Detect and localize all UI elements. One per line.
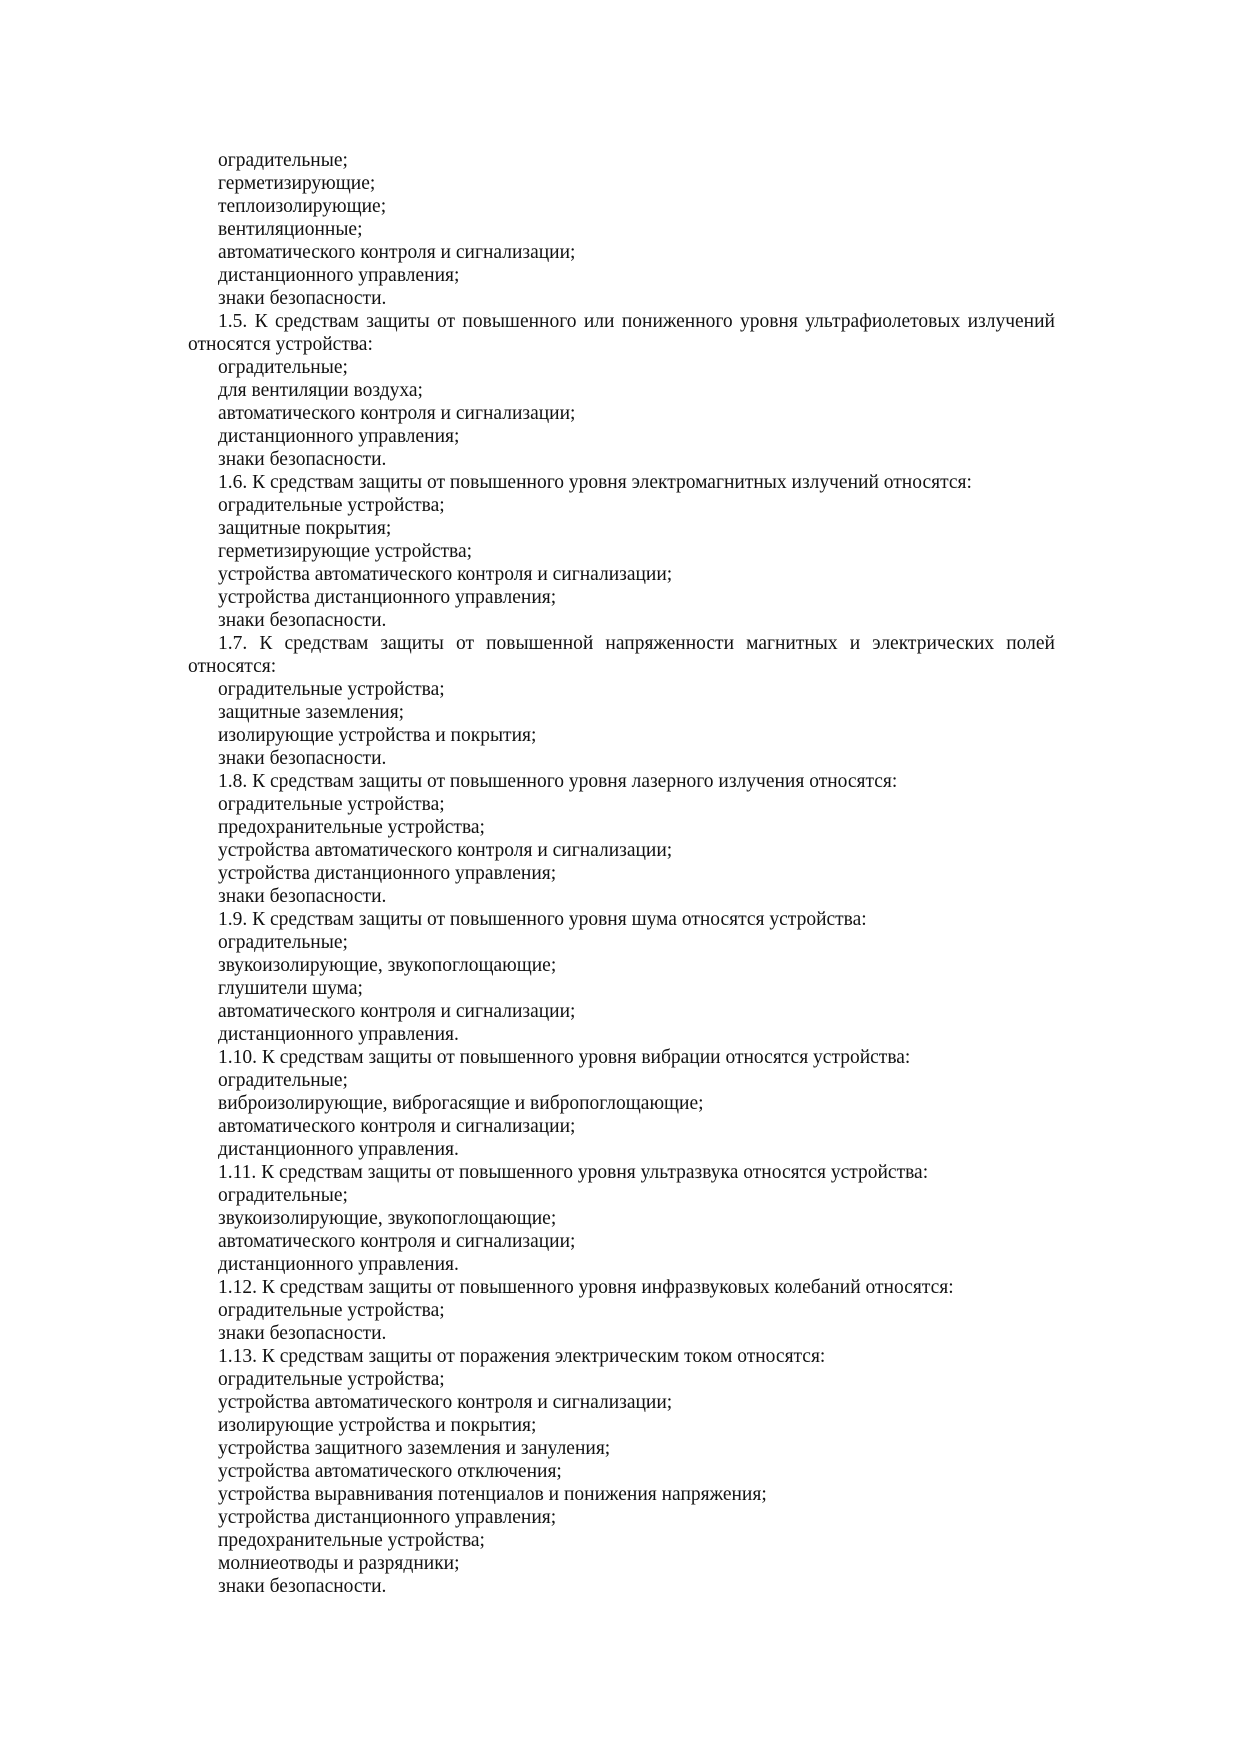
text-line: автоматического контроля и сигнализации; xyxy=(218,1116,576,1137)
text-line: знаки безопасности. xyxy=(218,748,387,769)
text-line: оградительные; xyxy=(218,932,348,953)
text-line: дистанционного управления. xyxy=(218,1254,459,1275)
text-line: дистанционного управления. xyxy=(218,1139,459,1160)
text-line: устройства автоматического отключения; xyxy=(218,1461,562,1482)
text-line: защитные покрытия; xyxy=(218,518,392,539)
text-line: оградительные; xyxy=(218,357,348,378)
text-line: устройства дистанционного управления; xyxy=(218,863,557,884)
text-line: оградительные устройства; xyxy=(218,679,445,700)
text-line: знаки безопасности. xyxy=(218,1576,387,1597)
text-line: оградительные устройства; xyxy=(218,495,445,516)
paragraph-heading: 1.5. К средствам защиты от повышенного или пониженного уровня ультрафиолетовых излучений относятся устройства: xyxy=(188,311,1055,355)
text-line: знаки безопасности. xyxy=(218,1323,387,1344)
text-line: устройства выравнивания потенциалов и понижения напряжения; xyxy=(218,1484,767,1505)
text-line: для вентиляции воздуха; xyxy=(218,380,423,401)
text-line: изолирующие устройства и покрытия; xyxy=(218,725,537,746)
text-line: герметизирующие устройства; xyxy=(218,541,473,562)
text-line: защитные заземления; xyxy=(218,702,405,723)
text-line: устройства автоматического контроля и сигнализации; xyxy=(218,1392,673,1413)
text-line: оградительные устройства; xyxy=(218,1369,445,1390)
text-line: автоматического контроля и сигнализации; xyxy=(218,242,576,263)
paragraph-heading: 1.9. К средствам защиты от повышенного уровня шума относятся устройства: xyxy=(218,909,867,930)
text-line: оградительные; xyxy=(218,1070,348,1091)
text-line: знаки безопасности. xyxy=(218,449,387,470)
text-line: дистанционного управления; xyxy=(218,265,460,286)
text-line: предохранительные устройства; xyxy=(218,1530,485,1551)
text-line: молниеотводы и разрядники; xyxy=(218,1553,460,1574)
text-line: устройства защитного заземления и зануления; xyxy=(218,1438,611,1459)
text-line: вентиляционные; xyxy=(218,219,363,240)
text-line: знаки безопасности. xyxy=(218,886,387,907)
paragraph-heading: 1.12. К средствам защиты от повышенного уровня инфразвуковых колебаний относятся: xyxy=(218,1277,954,1298)
paragraph-heading: 1.7. К средствам защиты от повышенной напряженности магнитных и электрических полей относятся: xyxy=(188,633,1055,677)
text-line: оградительные устройства; xyxy=(218,1300,445,1321)
text-line: оградительные; xyxy=(218,150,348,171)
text-line: виброизолирующие, виброгасящие и вибропоглощающие; xyxy=(218,1093,704,1114)
paragraph-heading: 1.8. К средствам защиты от повышенного уровня лазерного излучения относятся: xyxy=(218,771,898,792)
text-line: оградительные; xyxy=(218,1185,348,1206)
text-line: изолирующие устройства и покрытия; xyxy=(218,1415,537,1436)
text-line: устройства автоматического контроля и сигнализации; xyxy=(218,840,673,861)
text-line: устройства дистанционного управления; xyxy=(218,587,557,608)
text-line: знаки безопасности. xyxy=(218,610,387,631)
text-line: дистанционного управления. xyxy=(218,1024,459,1045)
document-page xyxy=(188,149,1055,1598)
text-line: звукоизолирующие, звукопоглощающие; xyxy=(218,955,557,976)
text-line: оградительные устройства; xyxy=(218,794,445,815)
text-line: теплоизолирующие; xyxy=(218,196,387,217)
text-line: автоматического контроля и сигнализации; xyxy=(218,403,576,424)
text-line: автоматического контроля и сигнализации; xyxy=(218,1001,576,1022)
text-line: автоматического контроля и сигнализации; xyxy=(218,1231,576,1252)
text-line: устройства автоматического контроля и сигнализации; xyxy=(218,564,673,585)
text-line: знаки безопасности. xyxy=(218,288,387,309)
text-line: глушители шума; xyxy=(218,978,363,999)
text-line: предохранительные устройства; xyxy=(218,817,485,838)
text-line: звукоизолирующие, звукопоглощающие; xyxy=(218,1208,557,1229)
text-line: устройства дистанционного управления; xyxy=(218,1507,557,1528)
paragraph-heading: 1.6. К средствам защиты от повышенного уровня электромагнитных излучений относятся: xyxy=(218,472,972,493)
text-line: дистанционного управления; xyxy=(218,426,460,447)
text-line: герметизирующие; xyxy=(218,173,376,194)
paragraph-heading: 1.10. К средствам защиты от повышенного уровня вибрации относятся устройства: xyxy=(218,1047,911,1068)
paragraph-heading: 1.11. К средствам защиты от повышенного уровня ультразвука относятся устройства: xyxy=(218,1162,929,1183)
paragraph-heading: 1.13. К средствам защиты от поражения электрическим током относятся: xyxy=(218,1346,826,1367)
